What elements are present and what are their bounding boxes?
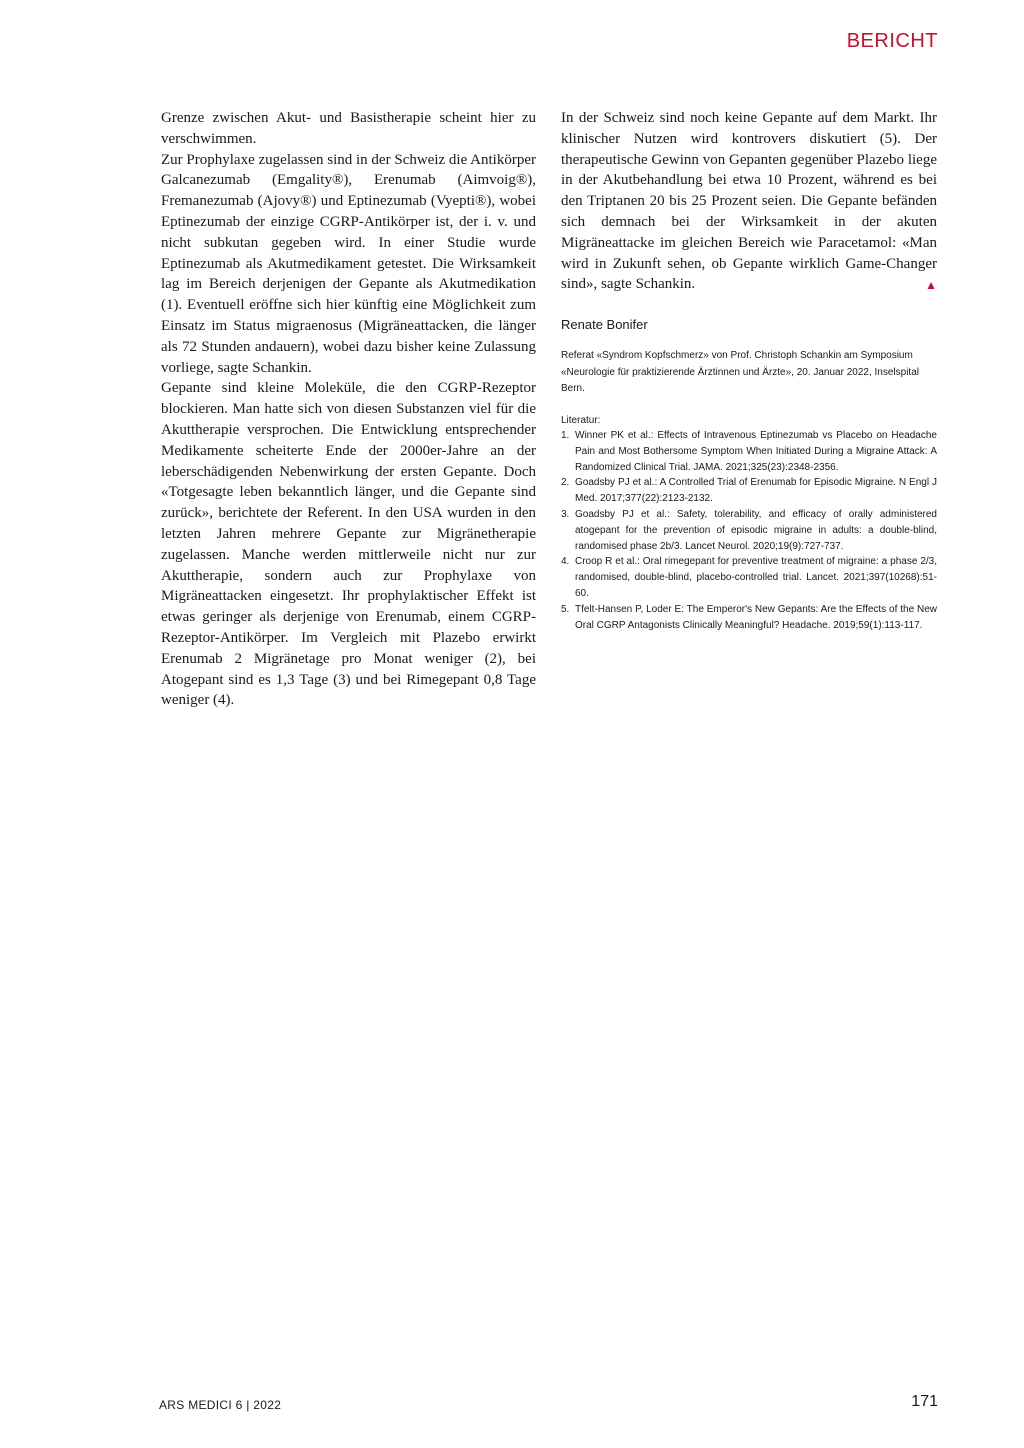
literature-number: 1. bbox=[561, 430, 570, 441]
literature-number: 4. bbox=[561, 556, 570, 568]
literature-text: Goadsby PJ et al.: Safety, tolerability, and efficacy of orally administered atogepant for the prevention of episodic migraine in adults: a double-blind, randomised phase 2b/3. Lancet Neurol. 2020;19(9):727-737. bbox=[575, 508, 937, 552]
body-paragraph-text: In der Schweiz sind noch keine Gepante auf dem Markt. Ihr klinischer Nutzen wird kontrovers diskutiert (5). Der therapeutische Gewinn von Gepanten gegenüber Plazebo liege in der Akutbehandlung bei etwa 10 Prozent, während es bei den Triptanen 20 bis 25 Prozent seien. Die Gepante befänden sich demnach bei der Wirksamkeit in der akuten Migräneattacke im gleichen Bereich wie Paracetamol: «Man wird in Zukunft sehen, ob Gepante wirklich Game-Changer sind», sagte Schankin. bbox=[561, 110, 937, 293]
referat-note: Referat «Syndrom Kopfschmerz» von Prof. Christoph Schankin am Symposium «Neurologie für praktizierende Ärztinnen und Ärzte», 20. Januar 2022, Inselspital Bern. bbox=[561, 350, 919, 395]
literature-heading: Literatur: bbox=[561, 415, 601, 426]
literature-item bbox=[561, 554, 937, 601]
literature-number: 2. bbox=[561, 477, 570, 489]
body-paragraph: Zur Prophylaxe zugelassen sind in der Schweiz die Antikörper Galcanezumab (Emgality®), Erenumab (Aimvoig®), Fremanezumab (Ajovy®) und Eptinezumab (Vyepti®), wobei Eptinezumab der einzige CGRP-Antikörper ist, der i. v. und nicht subkutan gegeben wird. In einer Studie wurde Eptinezumab als Akutmedikament getestet. Die Wirksamkeit lag im Bereich derjenigen der Gepante als Akutmedikation (1). Eventuell eröffne sich hier künftig eine Möglichkeit zum Einsatz im Status migraenosus (Migräneattacken, die länger als 72 Stunden andauern), wobei dazu bisher keine Zulassung vorliege, sagte Schankin. bbox=[161, 151, 536, 376]
literature-text: Tfelt-Hansen P, Loder E: The Emperor's New Gepants: Are the Effects of the New Oral CGRP Antagonists Clinically Meaningful? Headache. 2019;59(1):113-117. bbox=[575, 603, 937, 631]
literature-item bbox=[561, 507, 937, 554]
left-column bbox=[161, 108, 536, 711]
end-of-article-icon: ▲ bbox=[925, 278, 937, 293]
literature-list bbox=[561, 428, 937, 633]
journal-issue: ARS MEDICI 6 | 2022 bbox=[159, 1398, 282, 1412]
body-paragraph: Grenze zwischen Akut- und Basistherapie scheint hier zu verschwimmen. bbox=[161, 110, 536, 147]
section-label: BERICHT bbox=[846, 30, 938, 52]
literature-item bbox=[561, 602, 937, 634]
literature-number: 3. bbox=[561, 508, 570, 520]
body-paragraph bbox=[561, 108, 937, 295]
literature-item bbox=[561, 475, 937, 507]
author-name: Renate Bonifer bbox=[561, 317, 648, 332]
body-paragraph: Gepante sind kleine Moleküle, die den CGRP-Rezeptor blockieren. Man hatte sich von diesen Substanzen viel für die Akuttherapie versprochen. Die Entwicklung entsprechender Medikamente scheiterte Ende der 2000er-Jahre an der leberschädigenden Nebenwirkung der ersten Gepante. Doch «Totgesagte leben bekanntlich länger, und die Gepante sind zurück», berichtete der Referent. In den USA wurden in den letzten Jahren mehrere Gepante zur Migränetherapie zugelassen. Manche werden mittlerweile nicht nur zur Akuttherapie, sondern auch zur Prophylaxe von Migräneattacken eingesetzt. Ihr prophylaktischer Effekt ist etwas geringer als derjenige von Erenumab, einem CGRP-Rezeptor-Antikörper. Im Vergleich mit Plazebo erwirkt Erenumab 2 Migränetage pro Monat weniger (2), bei Atogepant sind es 1,3 Tage (3) und bei Rimegepant 0,8 Tage weniger (4). bbox=[161, 380, 536, 709]
page-number: 171 bbox=[911, 1393, 938, 1410]
literature-item bbox=[561, 428, 937, 475]
right-column bbox=[561, 108, 937, 296]
literature-number: 5. bbox=[561, 603, 570, 615]
literature-text: Winner PK et al.: Effects of Intravenous Eptinezumab vs Placebo on Headache Pain and Most Bothersome Symptom When Initiated During a Migraine Attack: A Randomized Clinical Trial. JAMA. 2021;325(23):2348-2356. bbox=[575, 430, 937, 473]
literature-text: Croop R et al.: Oral rimegepant for preventive treatment of migraine: a phase 2/3, randomised, double-blind, placebo-controlled trial. Lancet. 2021;397(10268):51-60. bbox=[575, 556, 937, 599]
literature-text: Goadsby PJ et al.: A Controlled Trial of Erenumab for Episodic Migraine. N Engl J Med. 2017;377(22):2123-2132. bbox=[575, 477, 937, 505]
